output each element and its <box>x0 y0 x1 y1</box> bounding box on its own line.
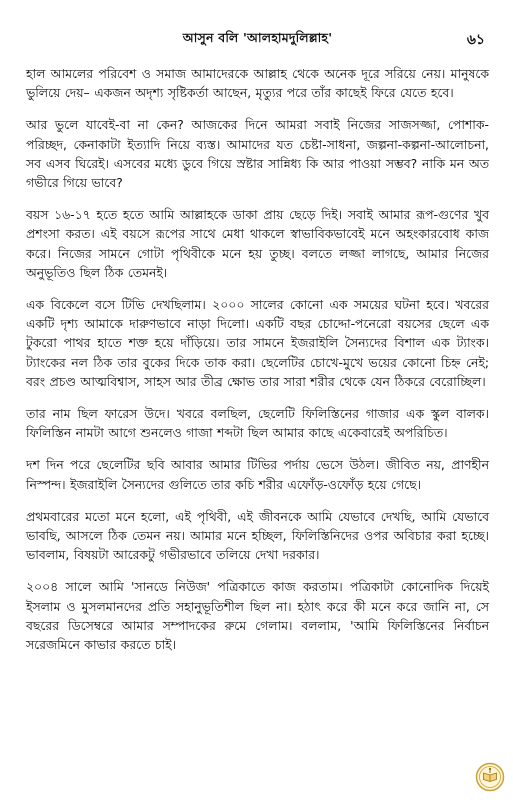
paragraph-1: হাল আমলের পরিবেশ ও সমাজ আমাদেরকে আল্লাহ থেকে অনেক দূরে সরিয়ে নেয়। মানুষকে ভুলিয়ে দেয়– একজন অদৃশ্য সৃষ্টিকর্তা আছেন, মৃত্যুর পরে তাঁর কাছেই ফিরে যেতে হবে। <box>26 66 489 101</box>
paragraph-7: প্রথমবারের মতো মনে হলো, এই পৃথিবী, এই জীবনকে আমি যেভাবে দেখছি, আমি যেভাবে ভাবছি, আসলে ঠিক তেমন নয়। আমার মনে হচ্ছিল, ফিলিস্তিনিদের ওপর অবিচার করা হচ্ছে। ভাবলাম, বিষয়টা আরেকটু গভীরভাবে তলিয়ে দেখা দরকার। <box>26 508 489 563</box>
book-stamp-icon <box>475 762 505 792</box>
paragraph-6: দশ দিন পরে ছেলেটির ছবি আবার আমার টিভির পর্দায় ভেসে উঠল। জীবিত নয়, প্রাণহীন নিস্পন্দ। ইজরাইলি সৈন্যদের গুলিতে তার কচি শরীর এফোঁড়-ওফোঁড় হয়ে গেছে। <box>26 457 489 492</box>
body-text <box>26 64 489 654</box>
paragraph-3: বয়স ১৬-১৭ হতে হতে আমি আল্লাহকে ডাকা প্রায় ছেড়ে দিই। সবাই আমার রূপ-গুণের খুব প্রশংসা করত। এই বয়সে রূপের সাথে মেধা থাকলে স্বাভাবিকভাবেই মনে অহংকারবোধ কাজ করে। নিজের সামনে গোটা পৃথিবীকে মনে হয় তুচ্ছ। বলতে লজ্জা লাগছে, আমার নিজের অনুভূতিও ছিল ঠিক তেমনই। <box>26 207 489 280</box>
page-number: ৬১ <box>466 32 485 48</box>
paragraph-2: আর ভুলে যাবেই-বা না কেন? আজকের দিনে আমরা সবাই নিজের সাজসজ্জা, পোশাক-পরিচ্ছদ, কেনাকাটা ইত্যাদি নিয়ে ব্যস্ত। আমাদের যত চেষ্টা-সাধনা, জল্পনা-কল্পনা-আলোচনা, সব এসব ঘিরেই। এসবের মধ্যে ডুবে গিয়ে স্রষ্টার সান্নিধ্য কি আর পাওয়া সম্ভব? নাকি মন অত গভীরে গিয়ে ভাবে? <box>26 117 489 191</box>
running-title: আসুন বলি 'আলহামদুলিল্লাহ' <box>182 30 333 45</box>
paragraph-8: ২০০৪ সালে আমি 'সানডে নিউজ' পত্রিকাতে কাজ করতাম। পত্রিকাটা কোনোদিক দিয়েই ইসলাম ও মুসলমানদের প্রতি সহানুভূতিশীল ছিল না। হঠাৎ করে কী মনে করে জানি না, সে বছরের ডিসেম্বরে আমার সম্পাদকের রুমে গেলাম। বললাম, 'আমি ফিলিস্তিনের নির্বাচন সরেজমিনে কাভার করতে চাই। <box>26 579 489 653</box>
running-header <box>26 22 489 52</box>
paragraph-4: এক বিকেলে বসে টিভি দেখছিলাম। ২০০০ সালের কোনো এক সময়ের ঘটনা হবে। খবরের একটি দৃশ্য আমাকে দারুণভাবে নাড়া দিলো। একটি বছর চোদ্দো-পনেরো বয়সের ছেলে এক টুকরো পাথর হাতে শক্ত হয়ে দাঁড়িয়ে। তার সামনে ইজরাইলি সৈন্যদের বিশাল এক ট্যাংক। ট্যাংকের নল ঠিক তার বুকের দিকে তাক করা। ছেলেটির চোখে-মুখে ভয়ের কোনো চিহ্ন নেই; বরং প্রচণ্ড আত্মবিশ্বাস, সাহস আর তীব্র ক্ষোভ তার সারা শরীর থেকে যেন ঠিকরে বেরোচ্ছিল। <box>26 297 489 389</box>
paragraph-5: তার নাম ছিল ফারেস উদে। খবরে বলছিল, ছেলেটি ফিলিস্তিনের গাজার এক স্কুল বালক। ফিলিস্তিন নামটা আগে শুনলেও গাজা শব্দটা ছিল আমার কাছে একেবারেই অপরিচিত। <box>26 406 489 441</box>
